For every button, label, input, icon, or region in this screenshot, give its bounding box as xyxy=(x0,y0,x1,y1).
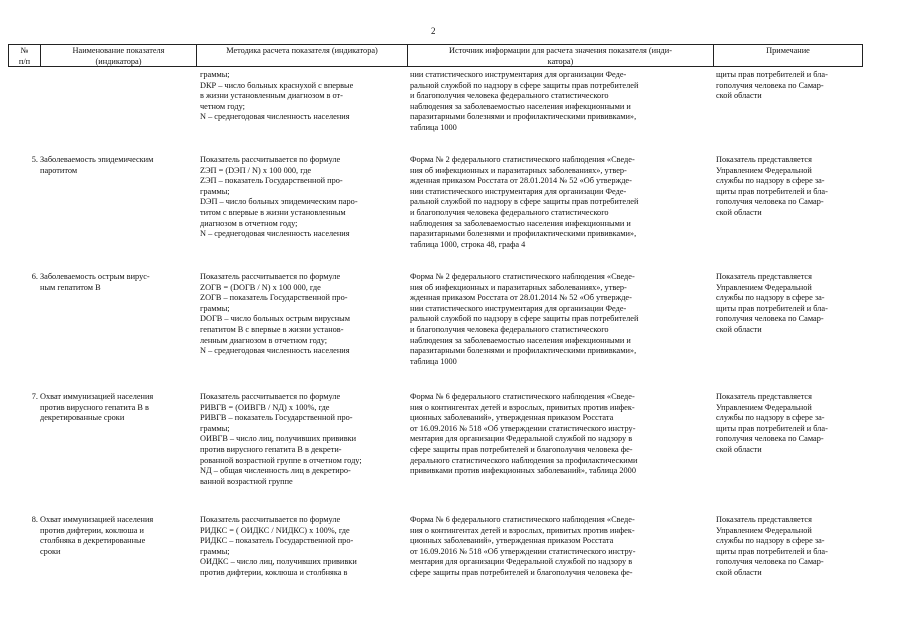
row-number: 5. xyxy=(31,155,38,164)
note: Показатель представляется Управлением Федеральной службы по надзору в сфере за- щиты прав потребителей и бла- гополучия человека по Самар- ской области xyxy=(716,272,828,334)
indicator-name: Заболеваемость острым вирус- ным гепатитом В xyxy=(40,272,150,292)
indicator-name: Заболеваемость эпидемическим паротитом xyxy=(40,155,154,175)
continuation-source: нии статистического инструментария для организации Феде- ральной службой по надзору в сфере защиты прав потребителей и благополучия человека федерального статистического наблюдения за заболеваемостью населения инфекционными и паразитарными болезнями и профилактическими прививками», таблица 1000 xyxy=(410,70,639,132)
row-number: 8. xyxy=(31,515,38,524)
calculation-method: Показатель рассчитывается по формуле ZЭП = (DЭП / N) х 100 000, где ZЭП – показатель Государственной про- граммы; DЭП – число больных эпидемическим паро- титом с впервые в жизни установленным диагнозом в отчетном году; N – среднегодовая численность населения xyxy=(200,155,358,239)
header-source: Источник информации для расчета значения показателя (инди- катора) xyxy=(407,44,713,67)
note: Показатель представляется Управлением Федеральной службы по надзору в сфере за- щиты прав потребителей и бла- гополучия человека по Самар- ской области xyxy=(716,392,828,454)
row-number: 7. xyxy=(31,392,38,401)
page-number: 2 xyxy=(431,26,436,36)
header-method: Методика расчета показателя (индикатора) xyxy=(196,44,407,67)
information-source: Форма № 6 федерального статистического наблюдения «Сведе- ния о контингентах детей и взрослых, привитых против инфек- ционных заболеваний», утвержденная приказом Росстата от 16.09.2016 № 518 «Об утверждении статистического инстру- ментария для организации Федеральной службой по надзору в сфере защиты прав потребителей и благополучия человека фе- xyxy=(410,515,636,577)
calculation-method: Показатель рассчитывается по формуле PИВГВ = (OИВГВ / NД) х 100%, где PИВГВ – показатель Государственной про- граммы; OИВГВ – число лиц, получивших прививки против вирусного гепатита В в декрети- рованной возрастной группе в отчетном году; NД – общая численность лиц в декретиро- ванной возрастной группе xyxy=(200,392,362,486)
header-number: № п/п xyxy=(8,44,40,67)
information-source: Форма № 2 федерального статистического наблюдения «Сведе- ния об инфекционных и паразитарных заболеваниях», утвер- жденная приказом Росстата от 28.01.2014 № 52 «Об утвержде- нии статистического инструментария для организации Феде- ральной службой по надзору в сфере защиты прав потребителей и благополучия человека федерального статистического наблюдения за заболеваемостью населения инфекционными и паразитарными болезнями и профилактическими прививками», таблица 1000 xyxy=(410,272,639,366)
note: Показатель представляется Управлением Федеральной службы по надзору в сфере за- щиты прав потребителей и бла- гополучия человека по Самар- ской области xyxy=(716,155,828,217)
header-note: Примечание xyxy=(713,44,863,67)
calculation-method: Показатель рассчитывается по формуле ZОГВ = (DОГВ / N) х 100 000, где ZОГВ – показатель Государственной про- граммы; DОГВ – число больных острым вирусным гепатитом В с впервые в жизни установ- ленным диагнозом в отчетном году; N – среднегодовая численность населения xyxy=(200,272,350,356)
information-source: Форма № 6 федерального статистического наблюдения «Сведе- ния о контингентах детей и взрослых, привитых против инфек- ционных заболеваний», утвержденная приказом Росстата от 16.09.2016 № 518 «Об утверждении статистического инстру- ментария для организации Федеральной службой по надзору в сфере защиты прав потребителей и благополучия человека фе- дерального статистического наблюдения за профилактическими прививками против инфекционных заболеваний», таблица 2000 xyxy=(410,392,638,476)
indicator-name: Охват иммунизацией населения против дифтерии, коклюша и столбняка в декретированные сроки xyxy=(40,515,154,556)
note: Показатель представляется Управлением Федеральной службы по надзору в сфере за- щиты прав потребителей и бла- гополучия человека по Самар- ской области xyxy=(716,515,828,577)
calculation-method: Показатель рассчитывается по формуле PИДКС = ( OИДКС / NИДКС) х 100%, где PИДКС – показатель Государственной про- граммы; OИДКС – число лиц, получивших прививки против дифтерии, коклюша и столбняка в xyxy=(200,515,357,577)
row-number: 6. xyxy=(31,272,38,281)
continuation-method: граммы; DКР – число больных краснухой с впервые в жизни установленным диагнозом в от- четном году; N – среднегодовая численность населения xyxy=(200,70,354,122)
indicator-name: Охват иммунизацией населения против вирусного гепатита В в декретированные сроки xyxy=(40,392,154,423)
header-indicator-name: Наименование показателя (индикатора) xyxy=(40,44,196,67)
information-source: Форма № 2 федерального статистического наблюдения «Сведе- ния об инфекционных и паразитарных заболеваниях», утвер- жденная приказом Росстата от 28.01.2014 № 52 «Об утвержде- нии статистического инструментария для организации Феде- ральной службой по надзору в сфере защиты прав потребителей и благополучия человека федерального статистического наблюдения за заболеваемостью населения инфекционными и паразитарными болезнями и профилактическими прививками», таблица 1000, строка 48, графа 4 xyxy=(410,155,639,249)
continuation-note: щиты прав потребителей и бла- гополучия человека по Самар- ской области xyxy=(716,70,828,101)
